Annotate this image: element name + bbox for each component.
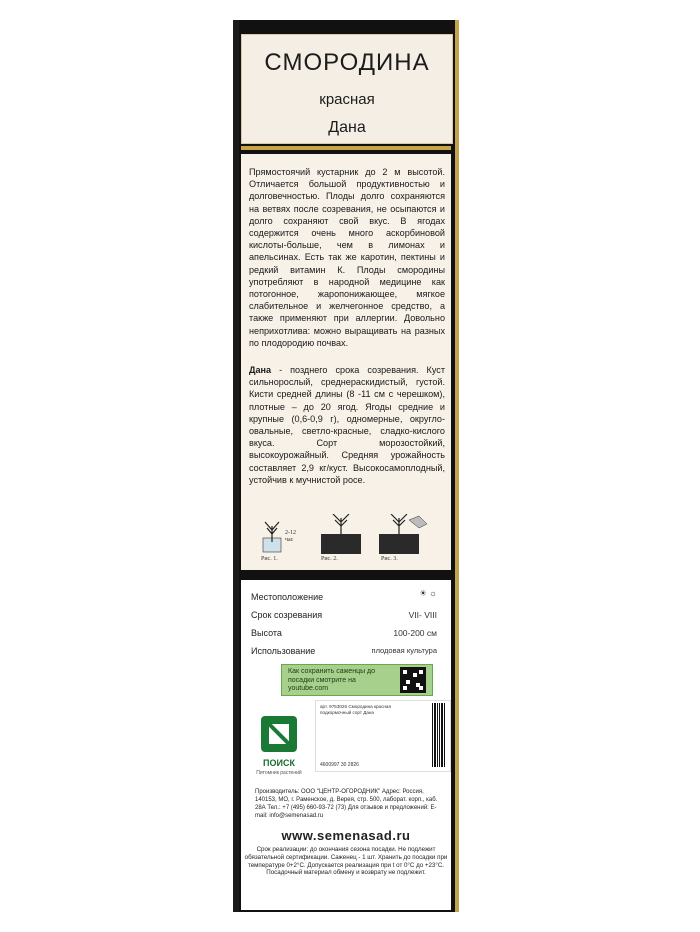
seed-package [209, 20, 455, 912]
height-value: 100-200 см [393, 628, 437, 638]
video-banner [281, 664, 433, 696]
lot-label [209, 280, 233, 360]
variety-text: - позднего срока созревания. Куст сильнорослый, среднераскидистый, густой. Кисти средней длины (8 -11 см с черешком), плотные – до 20 ягод. Ягоды средние и крупные (0,6-0,9 г), одномерные, округло-овальные, светло-красные, сладко-кислого вкуса. Сорт морозостойкий, высокоурожайный. Средняя урожайность составляет 2,9 кг/куст. Высокосамоплодный, устойчив к мучнистой росе. [249, 365, 445, 485]
variety-label: Дана [249, 365, 272, 375]
logo-word: ПОИСК [263, 758, 295, 768]
soak-time-label: 2-12 час [285, 530, 296, 543]
video-text: Как сохранить саженцы до посадки смотрите на youtube.com [288, 668, 376, 692]
info-panel [241, 580, 451, 910]
usage-value: плодовая культура [371, 646, 437, 655]
general-description: Прямостоячий кустарник до 2 м высотой. Отличается большой продуктивностью и долговечностью. Плоды долго сохраняются на ветвях после созревания, не осыпаются и долго сохраняют свой вкус. В ягодах содержится очень много аскорбиновой кислоты-больше, чем в лимонах и апельсинах. Есть так же каротин, пектины и редкий витамин К. Плоды смородины употребляют в народной медицине как потогонное, жаропонижающее, мягкое слабительное и желчегонное средство, а также применяют при аллергии. Довольно неприхотлива: можно выращивать на разных по плодородию почвах. [249, 167, 445, 348]
ripening-value: VII- VIII [408, 610, 437, 620]
description-panel [241, 154, 451, 570]
product-title: СМОРОДИНА [264, 49, 430, 76]
fig2-label: Рис. 2. [321, 556, 338, 562]
height-label: Высота [251, 628, 282, 638]
logo-subtitle: Питомник растений [256, 770, 302, 776]
producer-info: Производитель: ООО "ЦЕНТР-ОГОРОДНИК" Адрес: Россия, 140153, МО, г. Раменское, д. Верея, стр. 500, лаборат. корп., каб. 28А Тел.: +7 (495) 660-93-72 (73) Для отзывов и предложений: E-mail: info@semenasad.ru [255, 789, 438, 819]
qr-code-icon [400, 667, 426, 693]
barcode-number: 4600997 30 2826 [320, 762, 359, 768]
gold-band [455, 20, 459, 912]
fig3-label: Рис. 3. [381, 556, 398, 562]
usage-label: Использование [251, 646, 316, 656]
barcode-text: арт. 9753026 Смородина красная подкормочный сорт Дана [320, 704, 391, 715]
product-subtitle: красная [319, 91, 375, 108]
fig2-icon [321, 514, 361, 554]
variety-name: Дана [328, 119, 366, 136]
lot-text: Поиск 1541 [209, 297, 216, 329]
fig3-icon [379, 514, 427, 554]
location-label: Местоположение [251, 592, 324, 602]
title-panel [241, 34, 453, 144]
website-link[interactable]: www.semenasad.ru [281, 828, 411, 843]
terms-text: Срок реализации: до окончания сезона посадки. Не подлежит обязательной сертификации. Саженец - 1 шт. Хранить до посадки при температуре 0+2°C. Допускается реализация при t от 0°C до +23°C. Посадочный материал обмену и возврату не подлежит. [244, 846, 448, 877]
fig1-icon [263, 522, 281, 552]
gold-divider [241, 146, 451, 150]
planting-illustrations [241, 514, 451, 564]
sun-icon: ☀ ☼ [419, 588, 437, 598]
fig1-label: Рис. 1. [261, 556, 278, 562]
ripening-label: Срок созревания [251, 610, 323, 620]
poisk-logo-icon [255, 712, 303, 758]
barcode-sticker [315, 700, 451, 772]
package-edge [233, 20, 239, 912]
barcode-icon [431, 703, 447, 767]
variety-description [249, 364, 445, 486]
